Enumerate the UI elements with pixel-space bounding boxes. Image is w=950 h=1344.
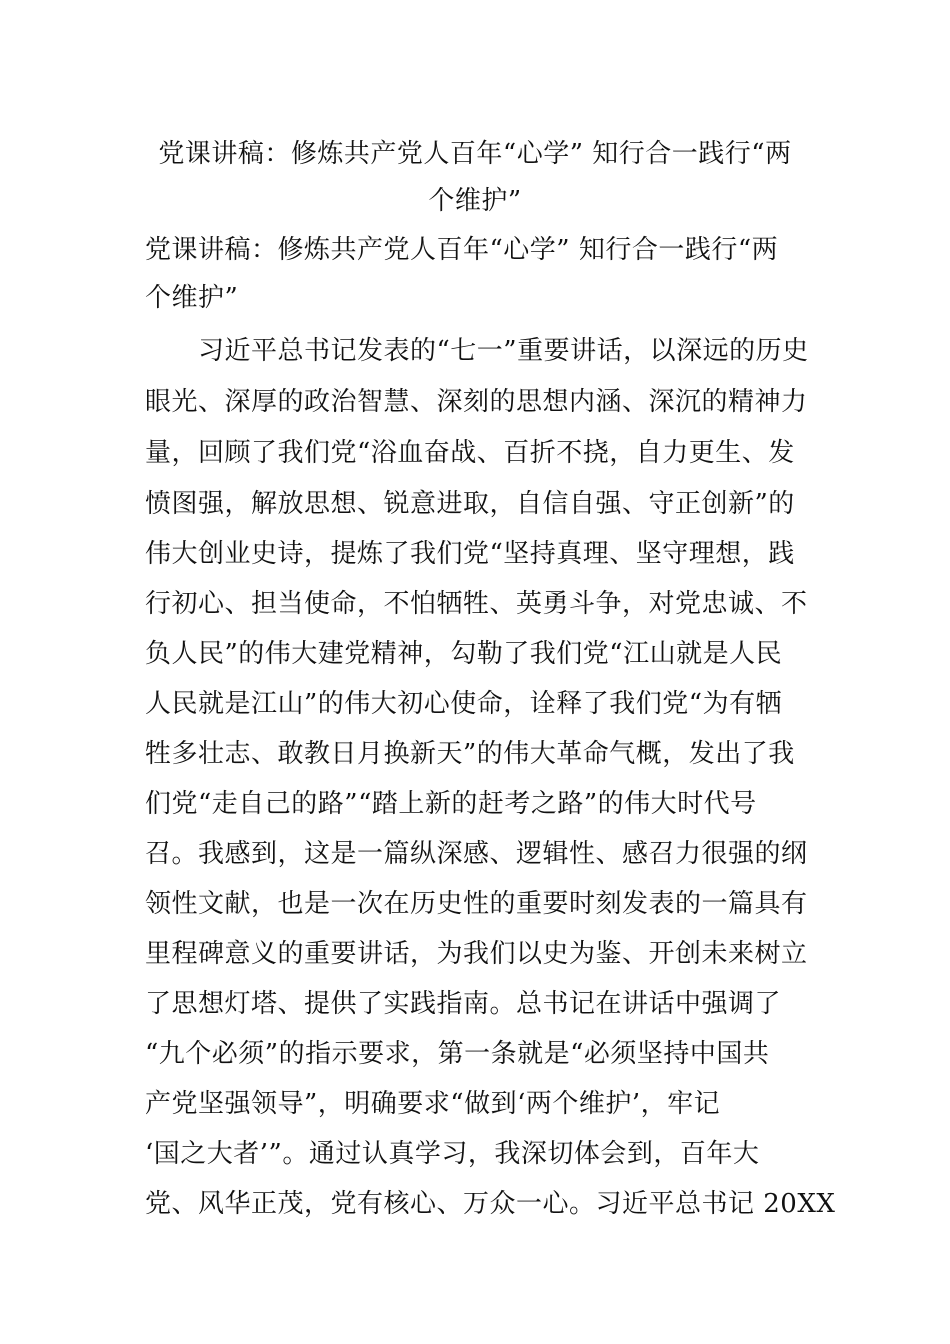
body-line-10: 们党“走自己的路”“踏上新的赶考之路”的伟大时代号	[145, 789, 757, 819]
body-line-14: 了思想灯塔、提供了实践指南。总书记在讲话中强调了	[145, 989, 782, 1019]
body-line-13: 里程碑意义的重要讲话，为我们以史为鉴、开创未来树立	[145, 939, 808, 969]
body-line-15: “九个必须”的指示要求，第一条就是“必须坚持中国共	[145, 1039, 770, 1069]
body-line-2: 眼光、深厚的政治智慧、深刻的思想内涵、深沉的精神力	[145, 387, 808, 417]
document-title-line-2: 个维护”	[428, 186, 522, 216]
document-title-line-1: 党课讲稿：修炼共产党人百年“心学” 知行合一践行“两	[158, 139, 792, 169]
subtitle-line-1: 党课讲稿：修炼共产党人百年“心学” 知行合一践行“两	[145, 235, 779, 265]
body-line-17: ‘国之大者’”。通过认真学习，我深切体会到，百年大	[145, 1139, 760, 1169]
subtitle-line-2: 个维护”	[145, 283, 239, 313]
body-line-6: 行初心、担当使命，不怕牺牲、英勇斗争，对党忠诚、不	[145, 589, 808, 619]
body-line-12: 领性文献，也是一次在历史性的重要时刻发表的一篇具有	[145, 889, 808, 919]
body-line-7: 负人民”的伟大建党精神，勾勒了我们党“江山就是人民	[145, 639, 783, 669]
body-line-3: 量，回顾了我们党“浴血奋战、百折不挠，自力更生、发	[145, 438, 795, 468]
body-line-16: 产党坚强领导”，明确要求“做到‘两个维护’，牢记	[145, 1089, 721, 1119]
body-line-8: 人民就是江山”的伟大初心使命，诠释了我们党“为有牺	[145, 689, 783, 719]
body-line-5: 伟大创业史诗，提炼了我们党“坚持真理、坚守理想，践	[145, 539, 795, 569]
body-line-18: 党、风华正茂，党有核心、万众一心。习近平总书记 20XX	[145, 1189, 836, 1219]
body-line-1: 习近平总书记发表的“七一”重要讲话，以深远的历史	[145, 336, 809, 366]
body-line-11: 召。我感到，这是一篇纵深感、逻辑性、感召力很强的纲	[145, 839, 808, 869]
body-line-9: 牲多壮志、敢教日月换新天”的伟大革命气概，发出了我	[145, 739, 795, 769]
body-line-4: 愤图强，解放思想、锐意进取，自信自强、守正创新”的	[145, 489, 795, 519]
